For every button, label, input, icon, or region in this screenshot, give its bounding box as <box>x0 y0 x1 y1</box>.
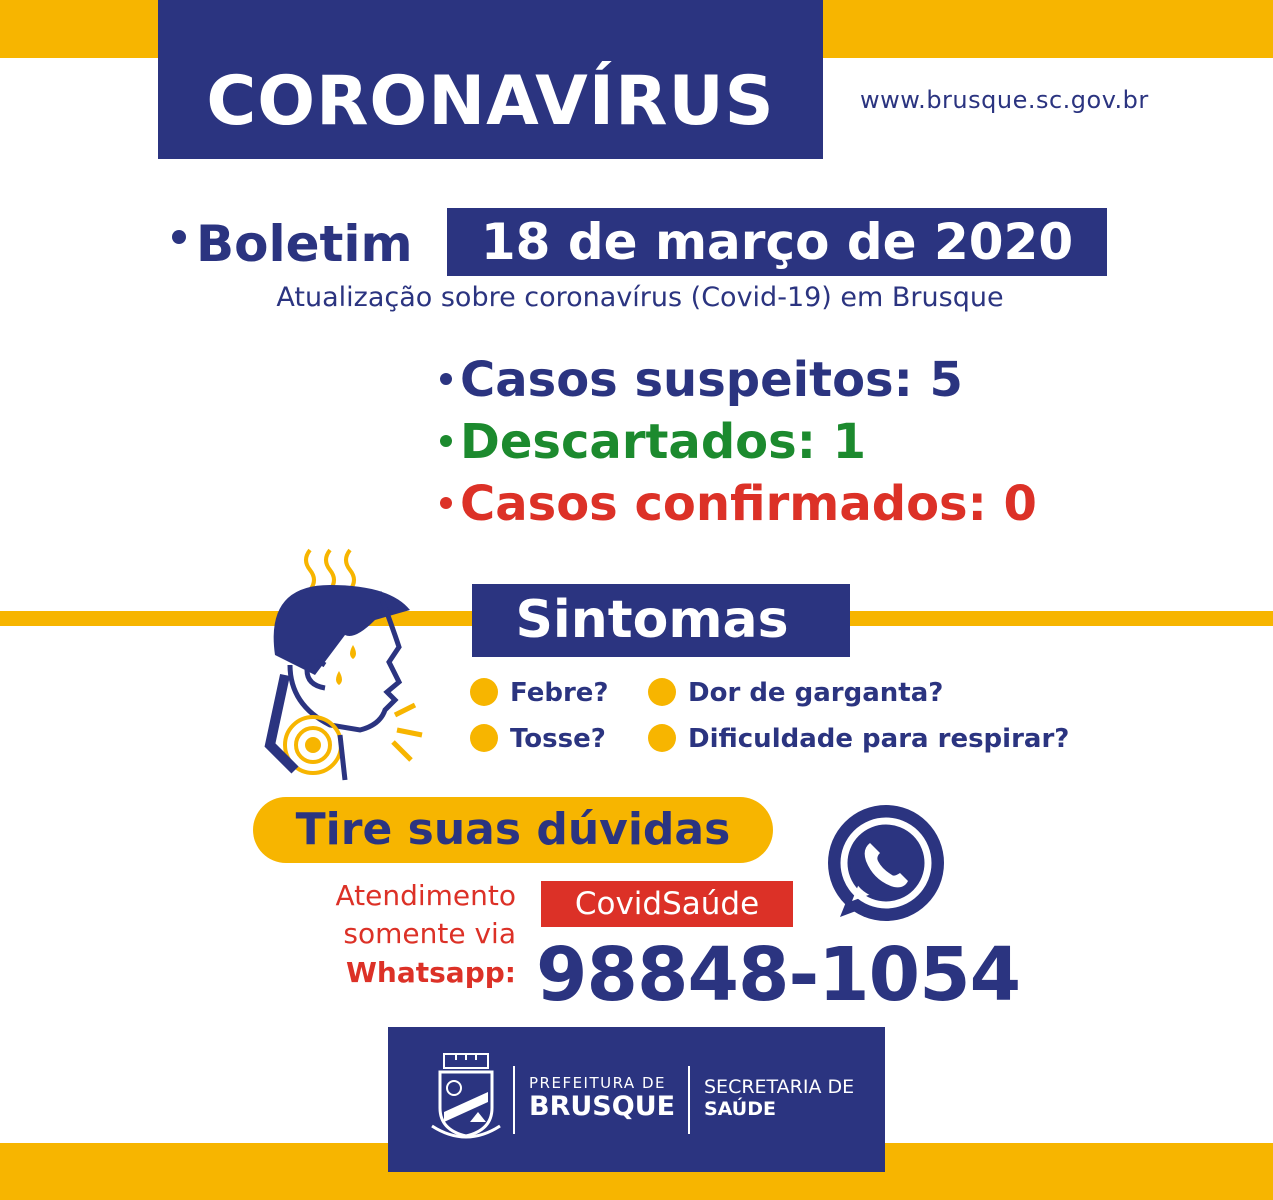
contact-line-3: Whatsapp: <box>346 956 516 989</box>
org-name: BRUSQUE <box>529 1091 676 1122</box>
footer-divider <box>513 1066 515 1134</box>
phone-number[interactable]: 98848-1054 <box>536 932 1021 1018</box>
contact-line-1: Atendimento <box>335 879 516 912</box>
bulletin-date: 18 de março de 2020 <box>480 213 1074 271</box>
yellow-bullet-icon <box>470 678 498 706</box>
bulletin-bullet <box>172 230 186 244</box>
symptom-text: Dor de garganta? <box>688 678 944 708</box>
header-title: CORONAVÍRUS <box>206 62 775 141</box>
questions-heading: Tire suas dúvidas <box>295 804 731 855</box>
symptom-text: Febre? <box>510 678 609 708</box>
whatsapp-icon[interactable] <box>818 805 950 925</box>
footer-divider <box>688 1066 690 1134</box>
symptom-text: Tosse? <box>510 724 606 754</box>
dept-line-1: SECRETARIA DE <box>704 1076 855 1098</box>
bulletin-label: Boletim <box>196 215 413 273</box>
symptom-fever <box>470 675 609 711</box>
stat-confirmed <box>440 474 1037 534</box>
confirmed-bullet <box>440 497 452 509</box>
symptom-cough <box>470 721 606 757</box>
dept-line-2: SAÚDE <box>704 1098 776 1120</box>
website-link[interactable]: www.brusque.sc.gov.br <box>860 86 1149 114</box>
org-small-text: PREFEITURA DE <box>529 1074 666 1092</box>
yellow-bullet-icon <box>648 678 676 706</box>
contact-line-2: somente via <box>343 917 516 950</box>
symptom-sore-throat <box>648 675 943 711</box>
stat-suspects-text: Casos suspeitos: 5 <box>460 352 963 408</box>
discarded-bullet <box>440 435 452 447</box>
suspects-bullet <box>440 373 452 385</box>
symptoms-title: Sintomas <box>515 590 789 650</box>
stat-suspects <box>440 350 963 410</box>
stat-discarded-text: Descartados: 1 <box>460 414 867 470</box>
bulletin-subtitle: Atualização sobre coronavírus (Covid-19) em Brusque <box>276 282 1004 313</box>
yellow-bullet-icon <box>470 724 498 752</box>
service-name: CovidSaúde <box>574 886 760 922</box>
symptom-breathing <box>648 721 1069 757</box>
city-coat-of-arms-icon <box>430 1052 502 1144</box>
stat-discarded <box>440 412 866 472</box>
stat-confirmed-text: Casos confirmados: 0 <box>460 476 1037 532</box>
symptom-text: Dificuldade para respirar? <box>688 724 1070 754</box>
yellow-bullet-icon <box>648 724 676 752</box>
sick-person-icon <box>255 545 425 785</box>
